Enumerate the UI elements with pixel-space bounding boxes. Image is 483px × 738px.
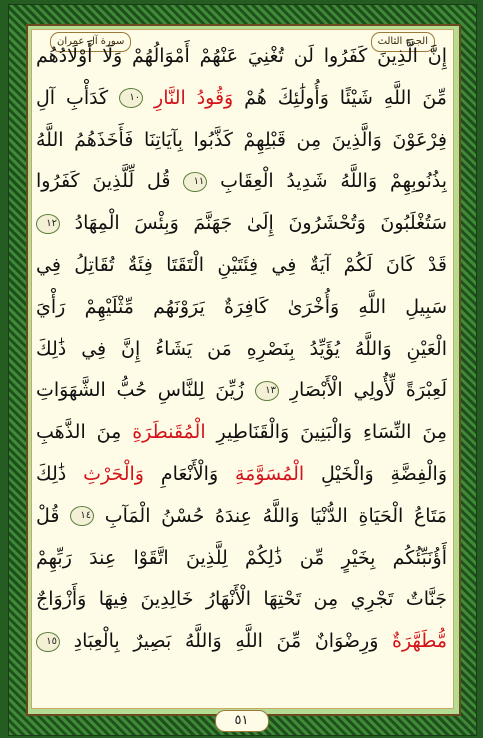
highlighted-word: وَقُودُ النَّارِ — [154, 86, 234, 109]
verse-line — [36, 412, 447, 454]
ayah-number-marker: ١٤ — [70, 506, 94, 526]
verse-line — [36, 287, 447, 329]
ayah-number-marker: ١١ — [183, 172, 207, 192]
verse-text: أَؤُنَبِّئُكُم بِخَيْرٍ مِّن ذَٰلِكُمْ لِلَّذِينَ اتَّقَوْا عِندَ رَبِّهِمْ — [36, 546, 447, 569]
verse-text: وَالْأَنْعَامِ — [144, 462, 235, 485]
verse-text: فِرْعَوْنَ وَالَّذِينَ مِن قَبْلِهِمْ كَذَّبُوا بِآيَاتِنَا فَأَخَذَهُمُ اللَّهُ — [36, 128, 447, 151]
verse-text: جَنَّاتٌ تَجْرِي مِن تَحْتِهَا الْأَنْهَارُ خَالِدِينَ فِيهَا وَأَزْوَاجٌ — [36, 588, 447, 611]
verse-line — [36, 329, 447, 371]
verse-text: مِّنَ اللَّهِ شَيْئًا وَأُولَٰئِكَ هُمْ — [233, 86, 447, 109]
verse-line — [36, 203, 447, 245]
highlighted-word: الْمُسَوَّمَةِ — [234, 462, 305, 485]
verse-line — [36, 370, 447, 412]
verse-text: كَدَأْبِ آلِ — [36, 86, 120, 109]
verse-line — [36, 621, 447, 663]
verse-text: مِنَ الذَّهَبِ — [36, 421, 133, 444]
verse-text: وَرِضْوَانٌ مِّنَ اللَّهِ وَاللَّهُ بَصِيرٌ بِالْعِبَادِ — [60, 630, 393, 653]
verse-text: مِنَ النِّسَاءِ وَالْبَنِينَ وَالْقَنَاطِيرِ — [205, 421, 447, 444]
verse-line — [36, 120, 447, 162]
verse-line — [36, 245, 447, 287]
highlighted-word: الْمُقَنطَرَةِ — [132, 421, 206, 444]
verse-text: إِنَّ الَّذِينَ كَفَرُوا لَن تُغْنِيَ عَنْهُمْ أَمْوَالُهُمْ وَلَا أَوْلَادُهُم — [36, 45, 447, 67]
ayah-number-marker: ١٢ — [36, 214, 60, 234]
verse-line — [36, 538, 447, 580]
verse-text: سَبِيلِ اللَّهِ وَأُخْرَىٰ كَافِرَةٌ يَرَوْنَهُم مِّثْلَيْهِمْ رَأْيَ — [36, 295, 447, 318]
verse-text: مَتَاعُ الْحَيَاةِ الدُّنْيَا وَاللَّهُ عِندَهُ حُسْنُ الْمَآبِ — [94, 504, 447, 527]
ayah-number-marker: ١٥ — [36, 632, 60, 652]
verse-line — [36, 78, 447, 120]
verse-text: زُيِّنَ لِلنَّاسِ حُبُّ الشَّهَوَاتِ — [36, 379, 256, 402]
quran-text-lines — [36, 36, 447, 663]
page-number: ٥١ — [215, 710, 269, 732]
verse-line — [36, 579, 447, 621]
highlighted-word: وَالْحَرْثِ — [83, 462, 144, 485]
verse-text: قَدْ كَانَ لَكُمْ آيَةٌ فِي فِئَتَيْنِ الْتَقَتَا فِئَةٌ تُقَاتِلُ فِي — [36, 253, 447, 276]
verse-text: بِذُنُوبِهِمْ وَاللَّهُ شَدِيدُ الْعِقَابِ — [207, 170, 447, 193]
verse-text: قُلْ — [36, 504, 71, 527]
ayah-number-marker: ١٠ — [119, 88, 143, 108]
ayah-number-marker: ١٣ — [255, 381, 279, 401]
verse-text — [143, 87, 154, 109]
verse-text: وَالْفِضَّةِ وَالْخَيْلِ — [304, 462, 447, 485]
highlighted-word: مُّطَهَّرَةٌ — [392, 630, 447, 653]
verse-text: ذَٰلِكَ — [36, 462, 84, 485]
verse-text: لَعِبْرَةً لِّأُولِي الْأَبْصَارِ — [279, 379, 447, 402]
verse-line — [36, 454, 447, 496]
verse-line — [36, 496, 447, 538]
juz-label: الجزء الثالث — [371, 32, 435, 52]
verse-text: سَتُغْلَبُونَ وَتُحْشَرُونَ إِلَىٰ جَهَنَّمَ وَبِئْسَ الْمِهَادُ — [60, 212, 447, 235]
verse-line — [36, 161, 447, 203]
verse-text: قُل لِّلَّذِينَ كَفَرُوا — [36, 170, 184, 193]
surah-label: سورة آل عمران — [50, 32, 131, 52]
verse-text: الْعَيْنِ وَاللَّهُ يُؤَيِّدُ بِنَصْرِهِ مَن يَشَاءُ إِنَّ فِي ذَٰلِكَ — [36, 337, 447, 360]
verse-line — [36, 36, 447, 78]
